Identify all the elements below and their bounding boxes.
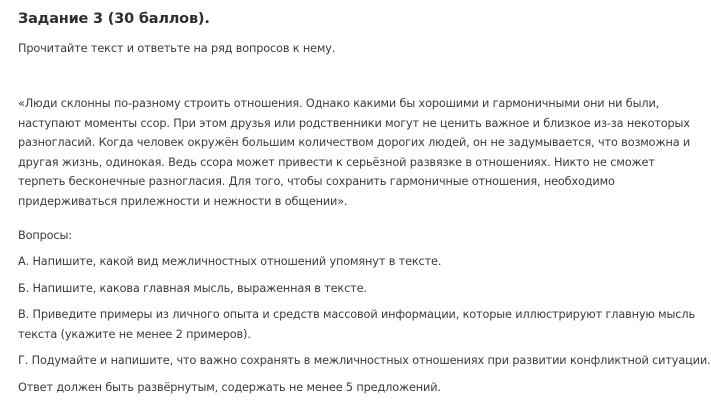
question-a: А. Напишите, какой вид межличностных отношений упомянут в тексте. <box>18 255 442 268</box>
task-instructions: Прочитайте текст и ответьте на ряд вопросов к нему. <box>18 42 336 55</box>
task-title: Задание 3 (30 баллов). <box>18 11 210 27</box>
question-c: В. Приведите примеры из личного опыта и средств массовой информации, которые иллюстрируют главную мысль текста (укажите не менее 2 примеров). <box>18 308 695 341</box>
question-d: Г. Подумайте и напишите, что важно сохранять в межличностных отношениях при развитии конфликтной ситуации. <box>18 354 711 367</box>
question-b: Б. Напишите, какова главная мысль, выраженная в тексте. <box>18 282 367 295</box>
answer-requirement: Ответ должен быть развёрнутым, содержать не менее 5 предложений. <box>18 381 441 394</box>
quoted-text: «Люди склонны по-разному строить отношения. Однако какими бы хорошими и гармоничными они ни были, наступают моменты ссор. При этом друзья или родственники могут не ценить важное и близкое из-за некоторых разногласий. Когда человек окружён большим количеством дорогих людей, он не задумывается, что возможна и другая жизнь, одинокая. Ведь ссора может привести к серьёзной развязке в отношениях. Никто не сможет терпеть бесконечные разногласия. Для того, чтобы сохранить гармоничные отношения, необходимо придерживаться прилежности и нежности в общении». <box>18 97 691 208</box>
questions-heading: Вопросы: <box>18 229 72 242</box>
